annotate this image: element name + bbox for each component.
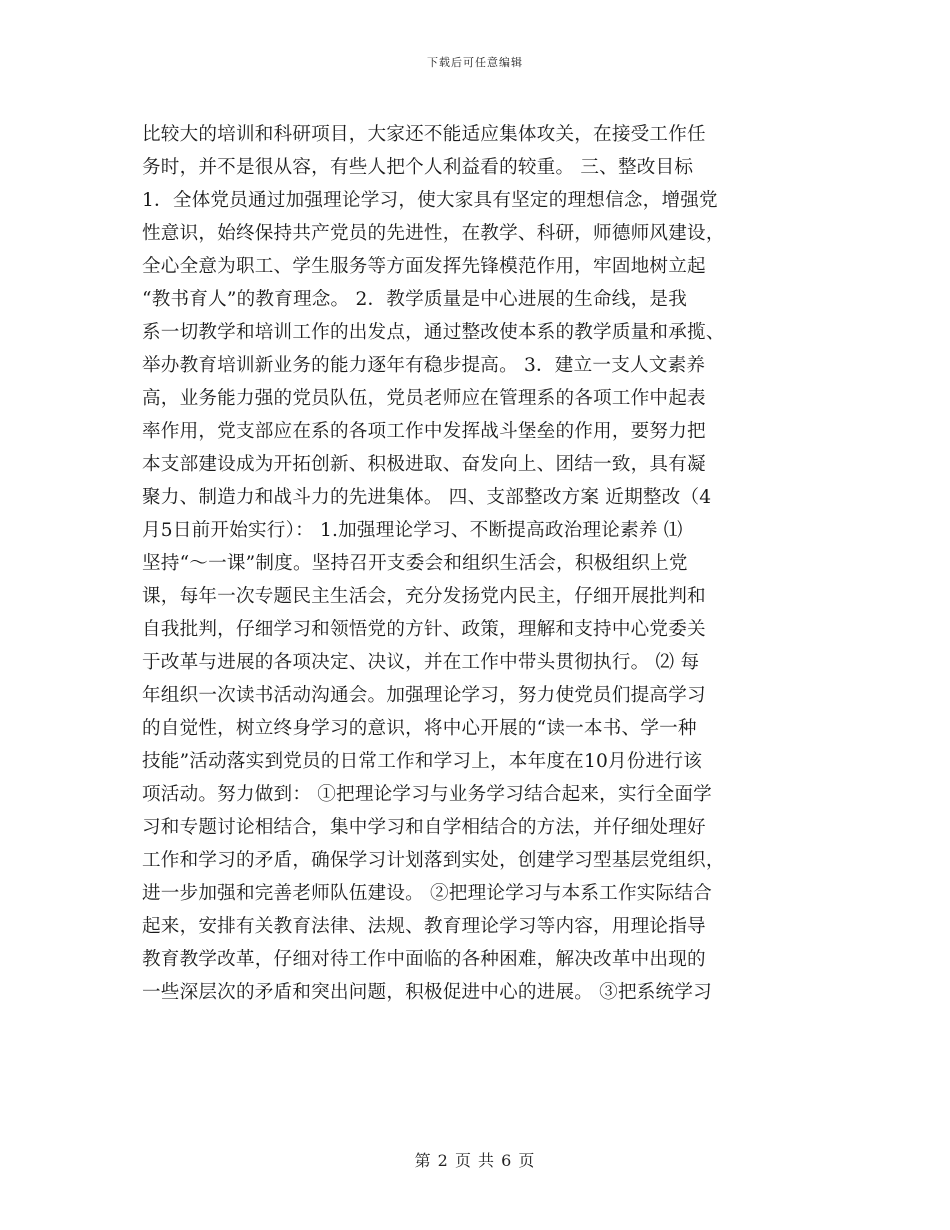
text-line: 于改革与进展的各项决定、决议，并在工作中带头贯彻执行。 ⑵ 每 <box>142 652 700 673</box>
text-line: 1．全体党员通过加强理论学习，使大家具有坚定的理想信念，增强党 <box>142 190 718 211</box>
page-number-footer: 第 2 页 共 6 页 <box>414 1151 536 1170</box>
text-line: 年组织一次读书活动沟通会。加强理论学习，努力使党员们提高学习 <box>142 685 706 706</box>
text-line: 高，业务能力强的党员队伍，党员老师应在管理系的各项工作中起表 <box>142 388 706 409</box>
text-line: 自我批判，仔细学习和领悟党的方针、政策，理解和支持中心党委关 <box>142 619 706 640</box>
text-line: 坚持“～一课”制度。坚持召开支委会和组织生活会，积极组织上党 <box>142 553 688 574</box>
text-line: 率作用，党支部应在系的各项工作中发挥战斗堡垒的作用，要努力把 <box>142 421 706 442</box>
text-line: 进一步加强和完善老师队伍建设。 ②把理论学习与本系工作实际结合 <box>142 883 712 904</box>
text-line: 举办教育培训新业务的能力逐年有稳步提高。 3．建立一支人文素养 <box>142 355 706 376</box>
text-line: “教书育人”的教育理念。 2．教学质量是中心进展的生命线，是我 <box>142 289 687 310</box>
text-line: 起来，安排有关教育法律、法规、教育理论学习等内容，用理论指导 <box>142 916 706 937</box>
text-line: 工作和学习的矛盾，确保学习计划落到实处，创建学习型基层党组织， <box>142 850 725 871</box>
text-line: 技能”活动落实到党员的日常工作和学习上，本年度在10月份进行该 <box>142 751 702 772</box>
text-line: 全心全意为职工、学生服务等方面发挥先锋模范作用，牢固地树立起 <box>142 256 706 277</box>
text-line: 月5日前开始实行）： 1.加强理论学习、不断提高政治理论素养 ⑴ <box>142 520 683 541</box>
text-line: 习和专题讨论相结合，集中学习和自学相结合的方法，并仔细处理好 <box>142 817 706 838</box>
document-body <box>142 118 810 1009</box>
text-line: 性意识，始终保持共产党员的先进性，在教学、科研，师德师风建设， <box>142 223 725 244</box>
text-line: 教育教学改革，仔细对待工作中面临的各种困难，解决改革中出现的 <box>142 949 706 970</box>
text-line: 课，每年一次专题民主生活会，充分发扬党内民主，仔细开展批判和 <box>142 586 706 607</box>
text-line: 项活动。努力做到： ①把理论学习与业务学习结合起来，实行全面学 <box>142 784 712 805</box>
text-line: 的自觉性，树立终身学习的意识，将中心开展的“读一本书、学一种 <box>142 718 697 739</box>
text-line: 务时，并不是很从容，有些人把个人利益看的较重。 三、整改目标 <box>142 157 694 178</box>
text-line: 比较大的培训和科研项目，大家还不能适应集体攻关，在接受工作任 <box>142 124 706 145</box>
page-header: 下载后可任意编辑 <box>427 56 523 69</box>
text-line: 系一切教学和培训工作的出发点，通过整改使本系的教学质量和承揽、 <box>142 322 725 343</box>
text-line: 本支部建设成为开拓创新、积极进取、奋发向上、团结一致，具有凝 <box>142 454 706 475</box>
text-line: 聚力、制造力和战斗力的先进集体。 四、支部整改方案 近期整改（4 <box>142 487 712 508</box>
text-line: 一些深层次的矛盾和突出问题，积极促进中心的进展。 ③把系统学习 <box>142 982 712 1003</box>
